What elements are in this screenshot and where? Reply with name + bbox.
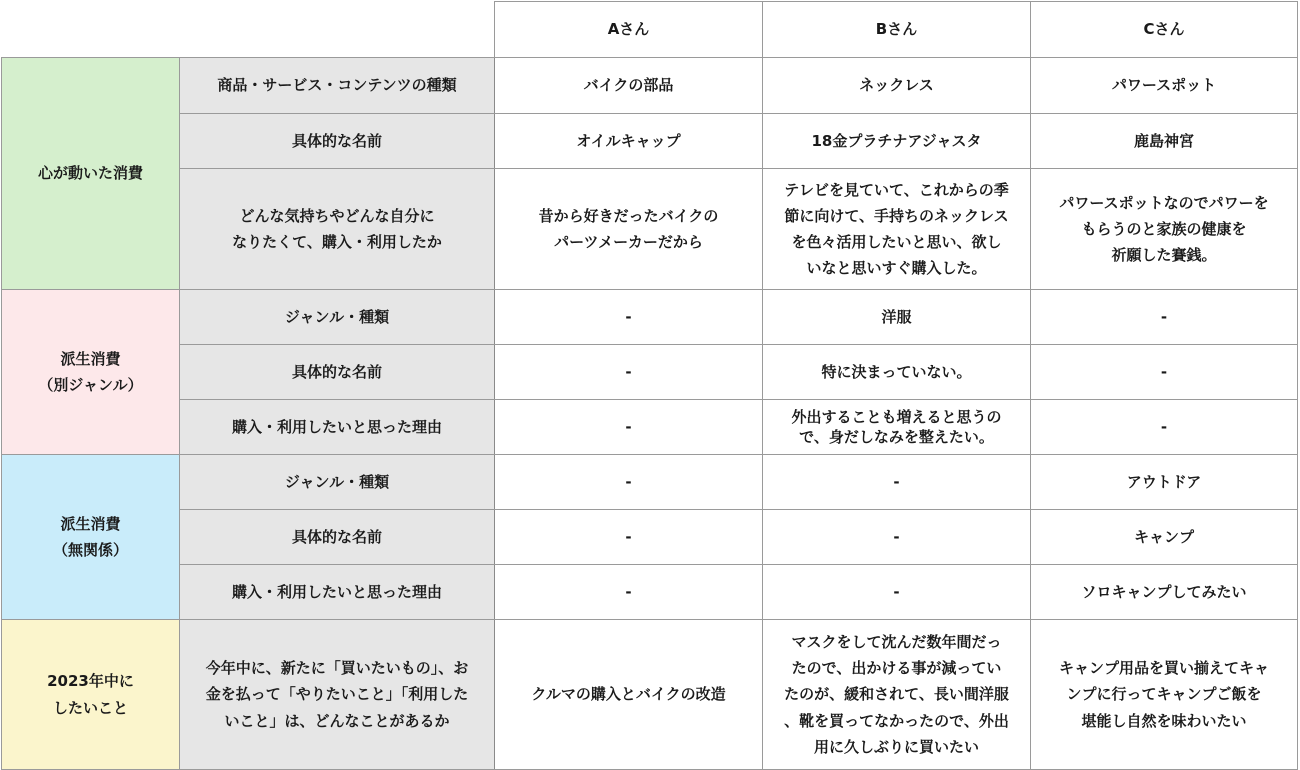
table-row bbox=[2, 58, 1298, 114]
row-label bbox=[180, 114, 495, 169]
cell-text: ネックレス bbox=[859, 76, 934, 95]
cell-text: パワースポット bbox=[1111, 76, 1217, 95]
row-label-text: 商品・サービス・コンテンツの種類 bbox=[217, 76, 457, 95]
table-row bbox=[2, 114, 1298, 169]
row-label-text: どんな気持ちやどんな自分に なりたくて、購入・利用したか bbox=[232, 206, 442, 251]
cell-text: - bbox=[893, 472, 900, 491]
cell-text: クルマの購入とバイクの改造 bbox=[531, 685, 726, 704]
group-label-text: 派生消費 （無関係） bbox=[52, 514, 128, 559]
cell-c bbox=[1031, 345, 1298, 400]
cell-text: - bbox=[1160, 307, 1168, 326]
cell-b bbox=[763, 620, 1031, 770]
cell-c bbox=[1031, 620, 1298, 770]
group-label-text: 2023年中に したいこと bbox=[47, 672, 134, 717]
cell-text: オイルキャップ bbox=[576, 131, 681, 150]
table-row bbox=[2, 510, 1298, 565]
row-label bbox=[180, 345, 495, 400]
group-label-derived-unrelated bbox=[2, 455, 180, 620]
cell-text: テレビを見ていて、これからの季 節に向けて、手持ちのネックレス を色々活用したいと思い、欲し いなと思いすぐ購入した。 bbox=[784, 180, 1009, 278]
cell-text: 鹿島神宮 bbox=[1133, 131, 1194, 150]
cell-text: - bbox=[625, 472, 632, 491]
row-label bbox=[180, 290, 495, 345]
cell-c bbox=[1031, 455, 1298, 510]
row-label-text: 購入・利用したいと思った理由 bbox=[231, 582, 442, 601]
cell-text: - bbox=[625, 417, 632, 436]
row-label-text: 具体的な名前 bbox=[291, 131, 382, 150]
cell-b bbox=[763, 345, 1031, 400]
row-label-text: 今年中に、新たに「買いたいもの」、お 金を払って「やりたいこと」「利用した いこと」は、どんなことがあるか bbox=[205, 659, 469, 730]
cell-text: - bbox=[625, 582, 632, 601]
cell-text: 洋服 bbox=[881, 307, 912, 326]
cell-text: キャンプ用品を買い揃えてキャ ンプに行ってキャンプご飯を 堪能し自然を味わいたい bbox=[1058, 659, 1269, 730]
cell-text: - bbox=[1160, 362, 1168, 381]
table-row bbox=[2, 455, 1298, 510]
column-header-b: Bさん bbox=[763, 2, 1031, 58]
table-row bbox=[2, 620, 1298, 770]
cell-text: アウトドア bbox=[1126, 472, 1202, 491]
row-label bbox=[180, 169, 495, 290]
row-label-text: 具体的な名前 bbox=[291, 362, 382, 381]
cell-b bbox=[763, 400, 1031, 455]
row-label bbox=[180, 510, 495, 565]
cell-c bbox=[1031, 58, 1298, 114]
cell-c bbox=[1031, 290, 1298, 345]
table-row bbox=[2, 400, 1298, 455]
cell-a bbox=[495, 169, 763, 290]
cell-b bbox=[763, 58, 1031, 114]
cell-text: 昔から好きだったバイクの パーツメーカーだから bbox=[538, 206, 719, 251]
cell-text: ソロキャンプしてみたい bbox=[1081, 582, 1247, 601]
cell-a bbox=[495, 455, 763, 510]
cell-c bbox=[1031, 169, 1298, 290]
cell-text: - bbox=[893, 582, 900, 601]
column-header-a: Aさん bbox=[495, 2, 763, 58]
cell-text: - bbox=[625, 527, 632, 546]
row-label-text: 購入・利用したいと思った理由 bbox=[231, 417, 442, 436]
cell-b bbox=[763, 169, 1031, 290]
column-header-c: Cさん bbox=[1031, 2, 1298, 58]
cell-a bbox=[495, 620, 763, 770]
table-row bbox=[2, 565, 1298, 620]
cell-text: キャンプ bbox=[1133, 527, 1194, 546]
cell-text: - bbox=[625, 307, 632, 326]
cell-a bbox=[495, 565, 763, 620]
cell-a bbox=[495, 114, 763, 169]
cell-a bbox=[495, 345, 763, 400]
header-row bbox=[2, 2, 1298, 58]
cell-b bbox=[763, 455, 1031, 510]
row-label bbox=[180, 620, 495, 770]
table-row bbox=[2, 345, 1298, 400]
group-label-derived-other-genre bbox=[2, 290, 180, 455]
cell-c bbox=[1031, 565, 1298, 620]
row-label-text: 具体的な名前 bbox=[291, 527, 382, 546]
cell-b bbox=[763, 565, 1031, 620]
cell-text: パワースポットなのでパワーを もらうのと家族の健康を 祈願した賽銭。 bbox=[1059, 193, 1269, 265]
cell-a bbox=[495, 58, 763, 114]
cell-text: 特に決まっていない。 bbox=[821, 362, 972, 381]
cell-b bbox=[763, 510, 1031, 565]
comparison-table bbox=[1, 1, 1298, 770]
cell-text: バイクの部品 bbox=[583, 76, 674, 95]
group-label-text: 心が動いた消費 bbox=[37, 164, 143, 183]
row-label bbox=[180, 565, 495, 620]
row-label bbox=[180, 58, 495, 114]
cell-text: - bbox=[893, 527, 900, 546]
cell-text: - bbox=[1160, 417, 1168, 436]
cell-text: マスクをして沈んだ数年間だっ たので、出かける事が減ってい たのが、緩和されて、長い間洋服 、靴を買ってなかったので、外出 用に久しぶりに買いたい bbox=[784, 632, 1009, 756]
row-label-text: ジャンル・種類 bbox=[284, 472, 390, 491]
cell-text: 外出することも増えると思うの で、身だしなみを整えたい。 bbox=[791, 407, 1002, 446]
cell-a bbox=[495, 510, 763, 565]
row-label-text: ジャンル・種類 bbox=[284, 307, 390, 326]
group-label-plans-2023 bbox=[2, 620, 180, 770]
row-label bbox=[180, 455, 495, 510]
cell-text: - bbox=[625, 362, 632, 381]
cell-b bbox=[763, 114, 1031, 169]
corner-cell bbox=[2, 2, 495, 58]
cell-a bbox=[495, 290, 763, 345]
cell-b bbox=[763, 290, 1031, 345]
table-row bbox=[2, 290, 1298, 345]
cell-c bbox=[1031, 400, 1298, 455]
cell-text: 18金プラチナアジャスタ bbox=[811, 131, 982, 150]
table-row bbox=[2, 169, 1298, 290]
group-label-text: 派生消費 （別ジャンル） bbox=[38, 349, 143, 394]
cell-c bbox=[1031, 114, 1298, 169]
row-label bbox=[180, 400, 495, 455]
cell-c bbox=[1031, 510, 1298, 565]
cell-a bbox=[495, 400, 763, 455]
group-label-moved-consumption bbox=[2, 58, 180, 290]
